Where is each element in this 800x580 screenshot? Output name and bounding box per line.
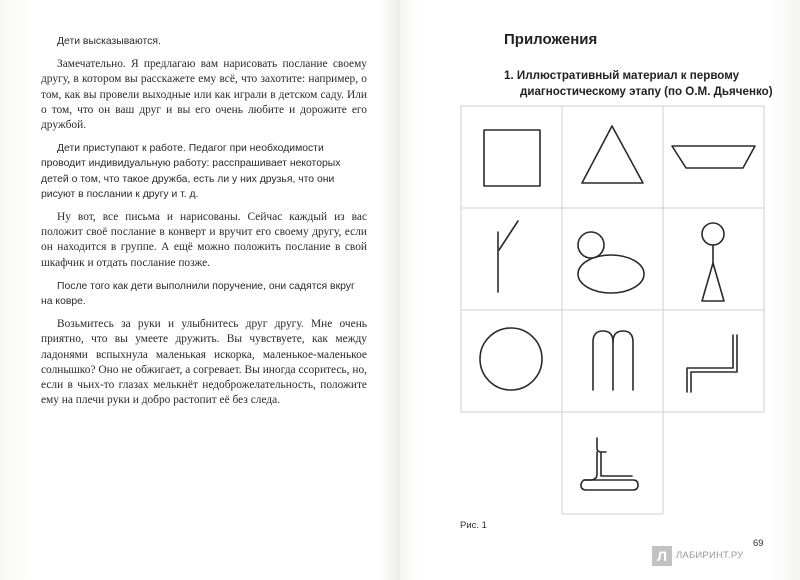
bent-line-shape [687, 335, 737, 392]
letter-m-shape [593, 331, 633, 390]
subheading-line-1: 1. Иллюстративный материал к первому [504, 69, 740, 82]
paragraph-1: Дети высказываются. [57, 36, 161, 47]
paragraph-2: Замечательно. Я предлагаю вам нарисовать послание своему другу, в котором вы расскажете ему всё, что захотите: например, о том, как вы провели выходные или как играли в детском саду. Или о том, что он ваш друг и вы его очень любите и дорожите его дружбой. [41, 58, 367, 132]
chair-shape [581, 438, 638, 490]
subheading-line-2: диагностическому этапу (по О.М. Дьяченко) [520, 85, 773, 98]
triangle-shape [582, 126, 643, 183]
paragraph-6: Возьмитесь за руки и улыбнитесь друг другу. Мне очень приятно, что вы умеете дружить. Вы чувствуете, как между ладонями вспыхнула маленькая искорка, маленькое-маленькое солнышко? Оно не обжигает, а согревает. Вы иногда ссоритесь, но, если в чьих-то глазах мелькнёт недоброжелательность, положите ему на плечи руки и добро растопит её без следа. [41, 318, 367, 407]
labirint-logo-icon: Л [652, 546, 672, 566]
section-heading: Приложения [504, 31, 598, 48]
watermark-text: ЛАБИРИНТ.РУ [676, 550, 744, 561]
square-shape [484, 130, 540, 186]
trapezoid-shape [672, 146, 755, 168]
diagnostic-figure-grid [400, 0, 800, 580]
circle-shape [480, 328, 542, 390]
left-page-text [41, 34, 367, 416]
circles-and-ellipse-shape [578, 232, 644, 293]
figure-caption: Рис. 1 [460, 520, 487, 531]
circle-on-triangle-shape [702, 223, 724, 301]
paragraph-3: Дети приступают к работе. Педагог при необходимости проводит индивидуальную работу: расспрашивает некоторых детей о том, что такое дружба, есть ли у них друзья, что они рисуют в послании к другу и т. д. [41, 143, 341, 200]
right-page [400, 0, 800, 580]
branch-line-shape [498, 221, 518, 292]
paragraph-4: Ну вот, все письма и нарисованы. Сейчас каждый из вас положит своё послание в конверт и вручит его своему другу, если он находится в группе. А ещё можно положить послание в свой шкафчик и отдать послание позже. [41, 211, 367, 269]
paragraph-5: После того как дети выполнили поручение, они садятся вкруг на ковре. [41, 280, 355, 308]
page-number: 69 [753, 538, 764, 549]
